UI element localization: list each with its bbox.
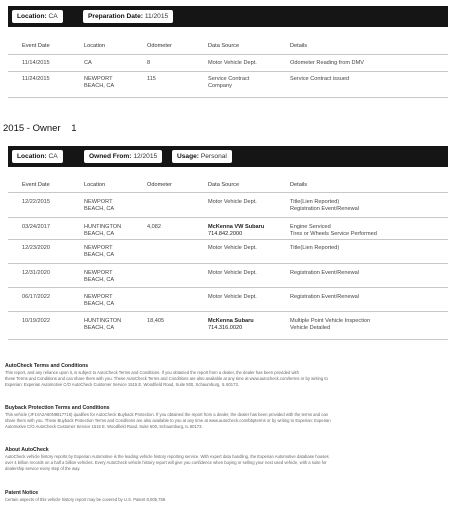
cell-data-source bbox=[208, 245, 257, 252]
notice-line: AutoCheck vehicle history reports by Experian Automotive is the leading vehicle history reporting service. With expert data handling, the Experian Automotive database houses bbox=[5, 454, 329, 459]
details-line: Vehicle Detailed bbox=[290, 325, 331, 332]
cell-event-date bbox=[22, 318, 50, 325]
cell-details bbox=[290, 199, 359, 214]
cell-details bbox=[290, 60, 364, 67]
owned-from-label: Owned From: bbox=[89, 153, 132, 160]
location-line: NEWPORT bbox=[84, 294, 113, 300]
notice-line: This report, and any reliance upon it, is subject to AutoCheck Terms and Conditions. If you obtained the report from a dealer, the dealer has been provided with bbox=[5, 370, 299, 375]
cell-odometer bbox=[147, 318, 164, 325]
col-event-date: Event Date bbox=[22, 182, 50, 188]
notice-line: This vehicle (JF1VA2A60N9817716) qualifies for AutoCheck Buyback Protection. If you obtained the report from a dealer, the dealer has been provided with the terms and can bbox=[5, 412, 329, 417]
divider bbox=[8, 54, 448, 55]
notice-title: Buyback Protection Terms and Conditions bbox=[5, 405, 110, 411]
cell-odometer bbox=[147, 76, 156, 83]
location-value: CA bbox=[48, 13, 58, 20]
owner-summary-bar bbox=[8, 146, 448, 167]
notice-line: these Terms and Conditions and can share them with you. These AutoCheck Terms and Conditions are also available at any time at www.autocheck.com/terms or by writing to bbox=[5, 376, 328, 382]
details-line: Tires or Wheels Service Performed bbox=[290, 231, 377, 238]
cell-data-source bbox=[208, 60, 257, 67]
cell-location bbox=[84, 318, 121, 333]
odometer-line: 8 bbox=[147, 60, 151, 66]
data-source-line: McKenna VW Subaru bbox=[208, 224, 265, 230]
cell-event-date bbox=[22, 60, 50, 67]
notice-line: over 4 billion records on a half a billion vehicles. Every AutoCheck vehicle history report will give you confidence when buying or selling your next used vehicle, with a suite for bbox=[5, 460, 327, 466]
divider bbox=[8, 239, 448, 240]
cell-details bbox=[290, 245, 339, 252]
notice-line: dealership service every step of the way. bbox=[5, 466, 81, 472]
notice-title: About AutoCheck bbox=[5, 447, 49, 453]
location-label: Location: bbox=[17, 13, 47, 20]
location-line: BEACH, CA bbox=[84, 252, 115, 259]
cell-location bbox=[84, 199, 114, 214]
cell-event-date bbox=[22, 224, 50, 231]
data-source-line: Service Contract bbox=[208, 76, 250, 82]
location-line: BEACH, CA bbox=[84, 301, 115, 308]
col-details: Details bbox=[290, 43, 308, 49]
col-odometer: Odometer bbox=[147, 43, 172, 49]
usage-pill bbox=[172, 150, 232, 163]
divider bbox=[8, 192, 448, 193]
data-source-line: 714.842.2000 bbox=[208, 231, 243, 238]
event-date-line: 12/31/2020 bbox=[22, 270, 50, 276]
location-line: NEWPORT bbox=[84, 245, 113, 251]
location-line: BEACH, CA bbox=[84, 83, 115, 90]
notice-body bbox=[5, 454, 445, 472]
details-line: Engine Serviced bbox=[290, 224, 331, 230]
location-line: CA bbox=[84, 60, 92, 66]
event-date-line: 06/17/2022 bbox=[22, 294, 50, 300]
owner-year-label: 2015 - Owner bbox=[3, 123, 61, 134]
cell-location bbox=[84, 224, 121, 239]
owner-location-value: CA bbox=[48, 153, 58, 160]
divider bbox=[8, 97, 448, 98]
cell-details bbox=[290, 76, 349, 83]
preparation-date-label: Preparation Date: bbox=[88, 13, 143, 20]
notice-title: Patent Notice bbox=[5, 490, 39, 496]
divider bbox=[8, 71, 448, 72]
notice-line: Automotive C/O AutoCheck Customer Service 1515 E. Woodfield Road, Suite 500, Schaumburg, IL 60173. bbox=[5, 424, 203, 430]
data-source-line: McKenna Subaru bbox=[208, 318, 254, 324]
owner-location-label: Location: bbox=[17, 153, 47, 160]
notice-line: Experian: Experian Automotive C/O AutoCheck Customer Service 1515 E. Woodfield Road, Suite 500, Schaumburg, IL 60173. bbox=[5, 382, 239, 388]
details-line: Title(Lien Reported) bbox=[290, 199, 340, 205]
col-data-source: Data Source bbox=[208, 182, 240, 188]
cell-details bbox=[290, 318, 370, 333]
prep-summary-bar bbox=[8, 6, 448, 27]
event-date-line: 12/23/2020 bbox=[22, 245, 50, 251]
col-data-source: Data Source bbox=[208, 43, 240, 49]
preparation-date-value: 11/2015 bbox=[144, 13, 169, 20]
details-line: Odometer Reading from DMV bbox=[290, 60, 364, 66]
divider bbox=[8, 339, 448, 340]
details-line: Registration Event/Renewal bbox=[290, 270, 360, 276]
location-line: HUNTINGTON bbox=[84, 224, 122, 230]
event-date-line: 10/19/2022 bbox=[22, 318, 50, 324]
event-date-line: 11/14/2015 bbox=[22, 60, 50, 66]
data-source-line: 714.316.0020 bbox=[208, 325, 243, 332]
details-line: Multiple Point Vehicle Inspection bbox=[290, 318, 371, 324]
owned-from-value: 12/2015 bbox=[133, 153, 158, 160]
event-date-line: 12/22/2015 bbox=[22, 199, 50, 205]
preparation-date-pill bbox=[83, 10, 173, 23]
cell-data-source bbox=[208, 270, 257, 277]
notice-line: Certain aspects of this vehicle history report may be covered by U.S. Patent 8,005,759. bbox=[5, 497, 167, 502]
notice-line: share them with you. These Buyback Protection Terms and Conditions are also available to you at any time at www.autocheck.com/bbpterms or by writing to Experian: Experian bbox=[5, 418, 331, 424]
usage-value: Personal bbox=[200, 153, 227, 160]
notice-title: AutoCheck Terms and Conditions bbox=[5, 363, 89, 369]
owner-location-pill bbox=[12, 150, 63, 163]
location-pill bbox=[12, 10, 63, 23]
owned-from-pill bbox=[84, 150, 162, 163]
details-line: Title(Lien Reported) bbox=[290, 245, 340, 251]
col-location: Location bbox=[84, 43, 106, 49]
data-source-line: Motor Vehicle Dept. bbox=[208, 245, 257, 251]
cell-location bbox=[84, 270, 114, 285]
location-line: BEACH, CA bbox=[84, 277, 115, 284]
data-source-line: Motor Vehicle Dept. bbox=[208, 294, 257, 300]
col-event-date: Event Date bbox=[22, 43, 50, 49]
details-line: Service Contract issued bbox=[290, 76, 350, 82]
cell-location bbox=[84, 76, 114, 91]
data-source-line: Motor Vehicle Dept. bbox=[208, 270, 257, 276]
odometer-line: 115 bbox=[147, 76, 156, 82]
owner-heading bbox=[3, 123, 77, 134]
cell-data-source bbox=[208, 294, 257, 301]
event-date-line: 11/24/2015 bbox=[22, 76, 50, 82]
details-line: Registration Event/Renewal bbox=[290, 294, 360, 300]
data-source-line: Company bbox=[208, 83, 232, 90]
cell-event-date bbox=[22, 270, 50, 277]
col-details: Details bbox=[290, 182, 308, 188]
col-location: Location bbox=[84, 182, 106, 188]
cell-location bbox=[84, 294, 114, 309]
details-line: Registration Event/Renewal bbox=[290, 206, 360, 213]
cell-event-date bbox=[22, 199, 50, 206]
owner-number: 1 bbox=[71, 123, 77, 134]
cell-details bbox=[290, 270, 359, 277]
divider bbox=[8, 263, 448, 264]
notice-body bbox=[5, 370, 445, 388]
cell-event-date bbox=[22, 76, 50, 83]
usage-label: Usage: bbox=[177, 153, 199, 160]
col-odometer: Odometer bbox=[147, 182, 172, 188]
cell-details bbox=[290, 224, 377, 239]
cell-data-source bbox=[208, 224, 264, 239]
location-line: BEACH, CA bbox=[84, 206, 115, 213]
cell-event-date bbox=[22, 245, 50, 252]
cell-data-source bbox=[208, 318, 254, 333]
location-line: BEACH, CA bbox=[84, 231, 115, 238]
divider bbox=[8, 311, 448, 312]
notice-body bbox=[5, 412, 445, 430]
divider bbox=[8, 287, 448, 288]
cell-details bbox=[290, 294, 359, 301]
divider bbox=[8, 217, 448, 218]
odometer-line: 4,082 bbox=[147, 224, 161, 230]
cell-odometer bbox=[147, 60, 150, 67]
location-line: NEWPORT bbox=[84, 270, 113, 276]
cell-event-date bbox=[22, 294, 50, 301]
odometer-line: 18,405 bbox=[147, 318, 165, 324]
location-line: NEWPORT bbox=[84, 199, 113, 205]
location-line: HUNTINGTON bbox=[84, 318, 122, 324]
location-line: NEWPORT bbox=[84, 76, 113, 82]
data-source-line: Motor Vehicle Dept. bbox=[208, 60, 257, 66]
cell-data-source bbox=[208, 199, 257, 206]
cell-data-source bbox=[208, 76, 249, 91]
location-line: BEACH, CA bbox=[84, 325, 115, 332]
cell-location bbox=[84, 245, 114, 260]
cell-odometer bbox=[147, 224, 161, 231]
cell-location bbox=[84, 60, 92, 67]
event-date-line: 03/24/2017 bbox=[22, 224, 50, 230]
data-source-line: Motor Vehicle Dept. bbox=[208, 199, 257, 205]
notice-body bbox=[5, 497, 445, 503]
